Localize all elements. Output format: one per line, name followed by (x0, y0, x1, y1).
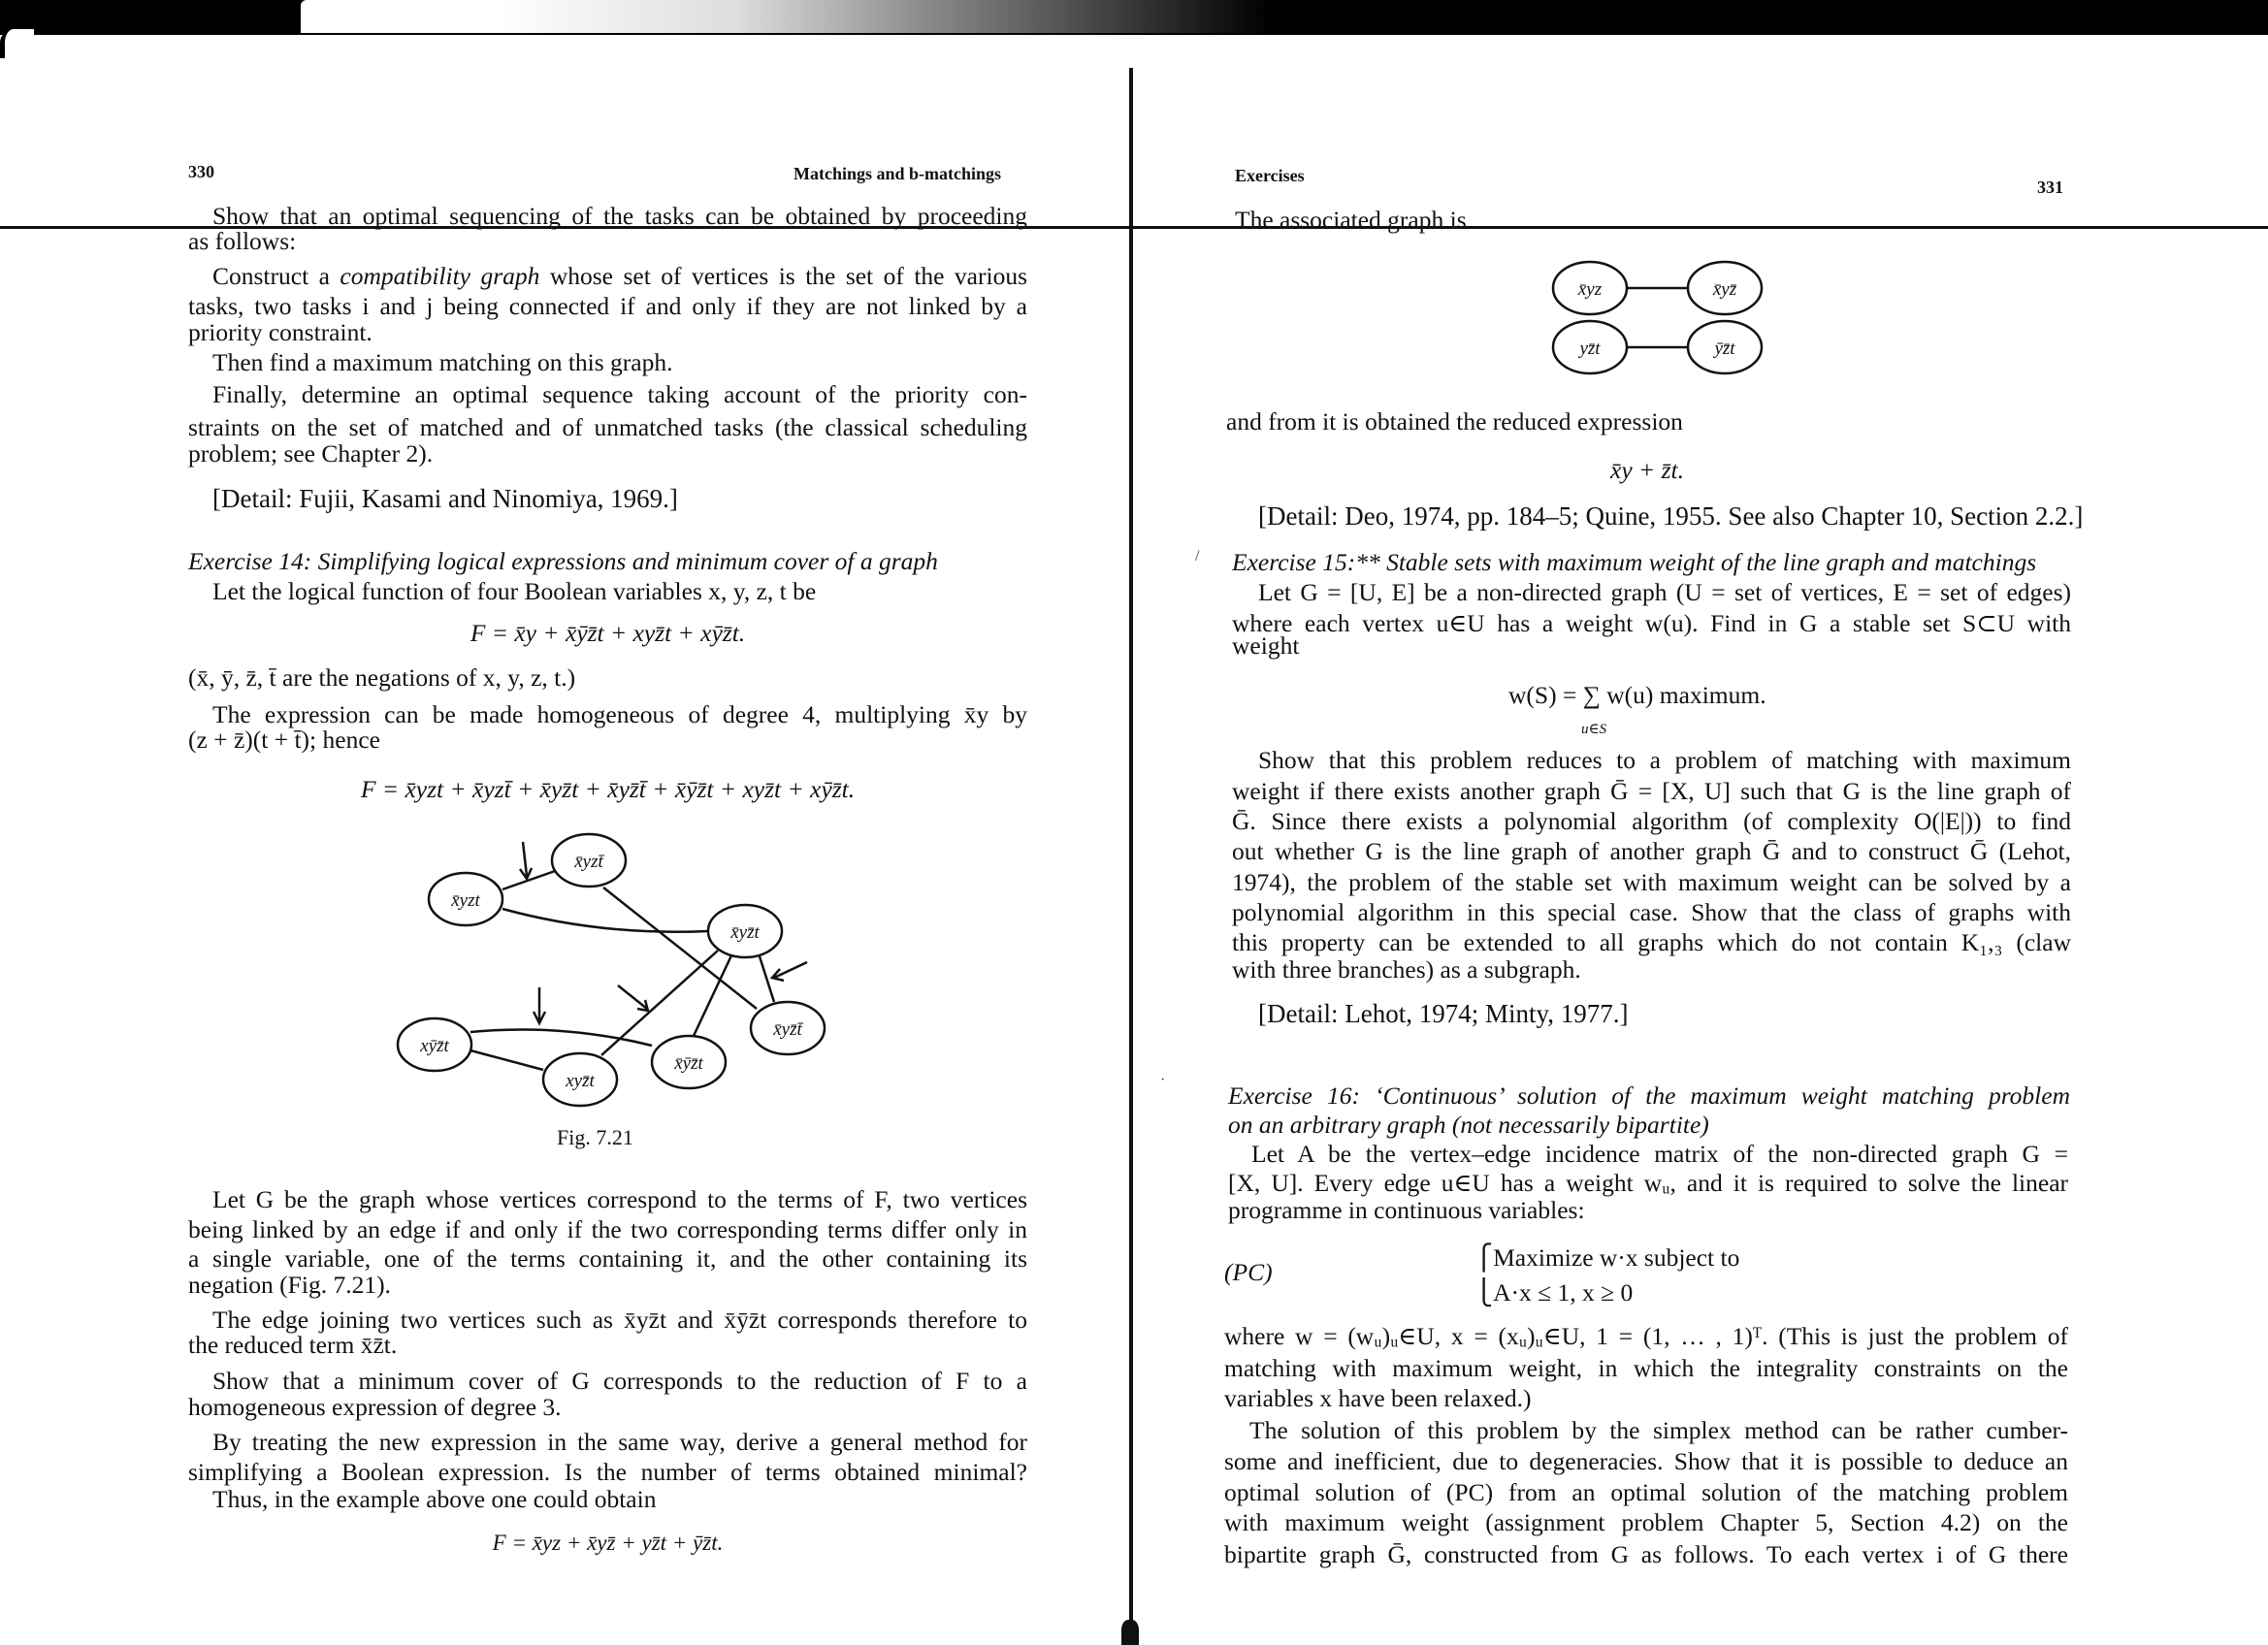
paragraph-line: some and inefficient, due to degeneracies. Show that it is possible to deduce an (1224, 1447, 2068, 1475)
paragraph-line: Show that this problem reduces to a problem of matching with maximum (1258, 746, 2071, 774)
paragraph-line: with three branches) as a subgraph. (1232, 955, 1581, 984)
exercise-title: Exercise 15:** Stable sets with maximum weight of the line graph and matchings (1232, 548, 2037, 576)
paragraph-line: optimal solution of (PC) from an optimal solution of the matching problem (1224, 1478, 2068, 1506)
paragraph-line: Then find a maximum matching on this graph. (212, 348, 673, 376)
paragraph-line: Let G = [U, E] be a non-directed graph (U = set of vertices, E = set of edges) (1258, 578, 2071, 606)
paragraph-line: The associated graph is (1235, 206, 1467, 234)
paragraph-line: out whether G is the line graph of another graph Ḡ and to construct Ḡ (Lehot, (1232, 837, 2071, 865)
paragraph-line: Let the logical function of four Boolean variables x, y, z, t be (212, 577, 817, 605)
graph-node-label: xyz̄t (566, 1071, 595, 1091)
paragraph-line: The expression can be made homogeneous of degree 4, multiplying x̄y by (212, 700, 1027, 728)
paragraph-line: weight (1232, 631, 1300, 660)
page-number: 331 (2037, 177, 2063, 197)
paragraph-line: Finally, determine an optimal sequence taking account of the priority con- (212, 380, 1027, 408)
running-head: Matchings and b-matchings (794, 164, 1002, 183)
equation: F = x̄yzt + x̄yzt̄ + x̄yz̄t + x̄yz̄t̄ + x̄ȳz̄t + xyz̄t + xȳz̄t. (360, 775, 856, 803)
program-label: (PC) (1224, 1258, 1273, 1286)
exercise-title: Exercise 16: ‘Continuous’ solution of the maximum weight matching problem (1228, 1081, 2070, 1110)
detail-reference: [Detail: Deo, 1974, pp. 184–5; Quine, 1955. See also Chapter 10, Section 2.2.] (1258, 501, 2084, 531)
paragraph-line: By treating the new expression in the same way, derive a general method for (212, 1428, 1027, 1456)
paragraph-line: The solution of this problem by the simplex method can be rather cumber- (1249, 1416, 2068, 1444)
graph-node-label: x̄yzt (451, 890, 480, 911)
paragraph-line: variables x have been relaxed.) (1224, 1384, 1532, 1412)
associated-graph (1533, 247, 1766, 383)
running-head: Exercises (1235, 166, 1305, 185)
paragraph-line: Let A be the vertex–edge incidence matrix of the non-directed graph G = (1251, 1140, 2068, 1168)
paragraph-line: homogeneous expression of degree 3. (188, 1393, 562, 1421)
paragraph-line: Construct a compatibility graph whose set of vertices is the set of the various (212, 262, 1028, 290)
paragraph-line: programme in continuous variables: (1228, 1196, 1585, 1224)
paragraph-line: Thus, in the example above one could obtain (212, 1485, 657, 1513)
graph-node-label: x̄ȳz̄t (674, 1053, 703, 1074)
scan-page-curl (301, 0, 1271, 33)
paragraph-line: priority constraint. (188, 318, 373, 346)
paragraph-line: where each vertex u∈U has a weight w(u). Find in G a stable set S⊂U with (1232, 609, 2071, 637)
paragraph-line: a single variable, one of the terms containing it, and the other containing its (188, 1244, 1027, 1273)
paragraph-line: Show that an optimal sequencing of the tasks can be obtained by proceeding (212, 202, 1027, 230)
graph-node-label: x̄yz (1577, 279, 1603, 300)
book-gutter-shadow (1121, 1620, 1139, 1645)
graph-node-label: xȳz̄t (420, 1036, 449, 1056)
paragraph-line: straints on the set of matched and of unmatched tasks (the classical scheduling (188, 413, 1027, 441)
program-constraint: ⎩A·x ≤ 1, x ≥ 0 (1474, 1278, 1634, 1306)
paragraph-line: 1974), the problem of the stable set with maximum weight can be solved by a (1232, 868, 2071, 896)
equation-subscript: u∈S (1581, 722, 1607, 737)
equation: F = x̄y + x̄ȳz̄t + xyz̄t + xȳz̄t. (470, 619, 746, 647)
paragraph-line: Show that a minimum cover of G corresponds to the reduction of F to a (212, 1367, 1027, 1395)
paragraph-line: the reduced term x̄z̄t. (188, 1331, 398, 1359)
paragraph-line: The edge joining two vertices such as x̄yz̄t and x̄ȳz̄t corresponds therefore to (212, 1306, 1027, 1334)
equation: F = x̄yz + x̄yz̄ + yz̄t + ȳz̄t. (492, 1531, 724, 1555)
scan-page-corner (0, 29, 34, 58)
graph-node-label: x̄yz̄t̄ (773, 1019, 802, 1040)
paragraph-line: (x̄, ȳ, z̄, t̄ are the negations of x, y, z, t.) (188, 663, 576, 692)
margin-mark: / (1195, 548, 1200, 564)
figure-caption: Fig. 7.21 (557, 1125, 633, 1149)
book-gutter (1129, 68, 1133, 1645)
graph-node-label: x̄yz̄ (1712, 279, 1737, 300)
paragraph-line: with maximum weight (assignment problem Chapter 5, Section 4.2) on the (1224, 1508, 2068, 1536)
figure-7-21-graph (369, 824, 854, 1115)
paragraph-line: polynomial algorithm in this special case. Show that the class of graphs with (1232, 898, 2071, 926)
graph-node-label: yz̄t (1579, 339, 1601, 359)
graph-node-label: x̄yzt̄ (574, 852, 603, 872)
paragraph-line: and from it is obtained the reduced expression (1226, 407, 1683, 435)
paragraph-line: as follows: (188, 227, 297, 255)
program-objective: ⎧Maximize w·x subject to (1474, 1243, 1740, 1272)
paragraph-line: [X, U]. Every edge u∈U has a weight wᵤ, and it is required to solve the linear (1228, 1169, 2068, 1197)
paragraph-line: matching with maximum weight, in which the integrality constraints on the (1224, 1354, 2068, 1382)
detail-reference: [Detail: Lehot, 1974; Minty, 1977.] (1258, 999, 1629, 1028)
equation: x̄y + z̄t. (1610, 456, 1684, 484)
paragraph-line: bipartite graph Ḡ, constructed from G as follows. To each vertex i of G there (1224, 1540, 2068, 1568)
paragraph-line: negation (Fig. 7.21). (188, 1271, 391, 1299)
paragraph-line: Ḡ. Since there exists a polynomial algorithm (of complexity O(|E|)) to find (1232, 807, 2071, 835)
paragraph-line: (z + z̄)(t + t̄); hence (188, 726, 380, 754)
exercise-title: Exercise 14: Simplifying logical expressions and minimum cover of a graph (188, 547, 938, 575)
paragraph-line: where w = (wᵤ)ᵤ∈U, x = (xᵤ)ᵤ∈U, 1 = (1, … , 1)ᵀ. (This is just the problem of (1224, 1322, 2068, 1350)
margin-mark: · (1160, 1072, 1166, 1088)
paragraph-line: simplifying a Boolean expression. Is the number of terms obtained minimal? (188, 1458, 1027, 1486)
paragraph-line: weight if there exists another graph Ḡ = [X, U] such that G is the line graph of (1232, 777, 2071, 805)
paragraph-line: problem; see Chapter 2). (188, 439, 434, 468)
exercise-title: on an arbitrary graph (not necessarily bipartite) (1228, 1111, 1709, 1139)
paragraph-line: tasks, two tasks i and j being connected if and only if they are not linked by a (188, 292, 1027, 320)
page-number: 330 (188, 162, 214, 181)
paragraph-line: being linked by an edge if and only if the two corresponding terms differ only in (188, 1215, 1027, 1243)
detail-reference: [Detail: Fujii, Kasami and Ninomiya, 1969.] (212, 484, 678, 513)
equation: w(S) = ∑ w(u) maximum. (1508, 681, 1766, 709)
paragraph-line: this property can be extended to all graphs which do not contain K₁,₃ (claw (1232, 928, 2071, 956)
graph-node-label: x̄yz̄t (730, 922, 760, 943)
graph-node-label: ȳz̄t (1714, 339, 1735, 359)
paragraph-line: Let G be the graph whose vertices correspond to the terms of F, two vertices (212, 1185, 1027, 1213)
